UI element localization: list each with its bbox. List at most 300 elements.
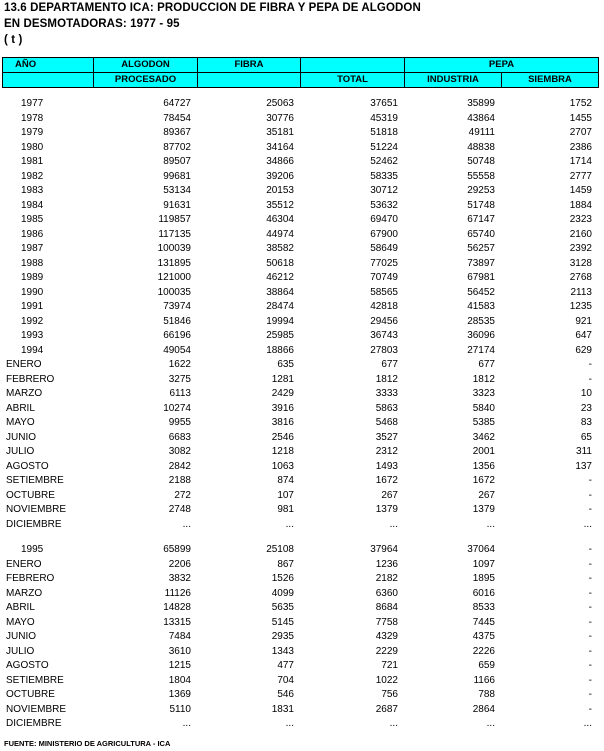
cell-siembra: 647 xyxy=(575,330,592,341)
cell-industria: 2001 xyxy=(472,446,495,457)
cell-industria: 4375 xyxy=(472,631,495,642)
cell-total: 37651 xyxy=(370,98,398,109)
cell-algodon: 89507 xyxy=(163,156,191,167)
table-row xyxy=(2,228,598,243)
cell-fibra: 477 xyxy=(277,660,294,671)
cell-fibra: 4099 xyxy=(271,587,294,599)
cell-fibra: 34164 xyxy=(266,141,294,153)
cell-industria: 6016 xyxy=(472,587,495,599)
cell-algodon: 2188 xyxy=(168,475,191,486)
cell-fibra: ... xyxy=(285,518,294,530)
cell-total: 1493 xyxy=(375,460,398,472)
cell-total: 1022 xyxy=(375,674,398,686)
cell-siembra: 1752 xyxy=(569,98,592,109)
cell-siembra: ... xyxy=(583,518,592,530)
cell-industria: 1379 xyxy=(472,504,495,515)
cell-total: 2229 xyxy=(375,645,398,657)
header-ano: AÑO xyxy=(3,58,94,73)
cell-algodon: 65899 xyxy=(163,544,191,555)
row-label: ABRIL xyxy=(6,602,35,613)
cell-fibra: 18866 xyxy=(266,344,294,356)
row-label: 1989 xyxy=(21,272,44,283)
cell-fibra: 1218 xyxy=(271,446,294,457)
cell-total: 37964 xyxy=(370,544,398,555)
cell-total: 677 xyxy=(381,359,398,370)
cell-total: 1672 xyxy=(375,475,398,486)
cell-industria: 43864 xyxy=(467,112,495,124)
cell-industria: 788 xyxy=(478,689,495,700)
table-row xyxy=(2,213,598,228)
cell-fibra: 2429 xyxy=(271,388,294,399)
cell-algodon: 9955 xyxy=(168,417,191,428)
cell-fibra: 28474 xyxy=(266,301,294,312)
table-title-line2: EN DESMOTADORAS: 1977 - 95 xyxy=(4,18,180,30)
cell-fibra: 635 xyxy=(277,359,294,370)
cell-total: 51224 xyxy=(370,141,398,153)
cell-algodon: 64727 xyxy=(163,98,191,109)
cell-fibra: 25108 xyxy=(266,544,294,555)
cell-fibra: 1831 xyxy=(271,703,294,715)
cell-industria: 267 xyxy=(478,489,495,501)
table-row xyxy=(2,184,598,199)
cell-siembra: - xyxy=(588,504,592,515)
cell-industria: 36096 xyxy=(467,330,495,341)
table-header xyxy=(2,57,599,88)
row-label: 1992 xyxy=(21,315,44,327)
header-procesado: PROCESADO xyxy=(94,73,198,88)
cell-total: 267 xyxy=(381,489,398,501)
cell-industria: 49111 xyxy=(468,127,495,138)
table-row xyxy=(2,170,598,185)
cell-fibra: 39206 xyxy=(266,170,294,182)
row-label: 1980 xyxy=(21,141,44,153)
table-row xyxy=(2,126,598,141)
cell-industria: 51748 xyxy=(467,199,495,211)
spacer-row xyxy=(2,532,598,543)
cell-siembra: 2707 xyxy=(569,127,592,138)
cell-fibra: 44974 xyxy=(266,228,294,240)
cell-siembra: 629 xyxy=(575,344,592,356)
cell-fibra: 867 xyxy=(277,558,294,570)
cell-algodon: 100039 xyxy=(157,243,191,254)
cell-siembra: - xyxy=(588,489,592,501)
cell-algodon: 3082 xyxy=(168,446,191,457)
cell-total: 2687 xyxy=(375,703,398,715)
cell-industria: 67147 xyxy=(467,214,495,225)
cell-algodon: 73974 xyxy=(163,301,191,312)
cell-total: 36743 xyxy=(370,330,398,341)
cell-algodon: 78454 xyxy=(163,112,191,124)
row-label: 1985 xyxy=(21,214,44,225)
table-row xyxy=(2,445,598,460)
cell-total: 5863 xyxy=(375,402,398,414)
row-label: 1993 xyxy=(21,330,44,341)
cell-fibra: 5145 xyxy=(271,616,294,628)
cell-fibra: 546 xyxy=(277,689,294,700)
cell-fibra: ... xyxy=(285,718,294,729)
row-label: JULIO xyxy=(6,446,35,457)
row-label: JUNIO xyxy=(6,431,36,443)
row-label: 1988 xyxy=(21,257,44,269)
cell-industria: ... xyxy=(486,518,495,530)
cell-algodon: 3610 xyxy=(168,645,191,657)
cell-total: 27803 xyxy=(370,344,398,356)
cell-fibra: 25985 xyxy=(266,330,294,341)
cell-total: 52462 xyxy=(370,156,398,167)
header-blank xyxy=(3,73,94,88)
cell-industria: 2864 xyxy=(472,703,495,715)
table-row xyxy=(2,155,598,170)
cell-siembra: - xyxy=(588,475,592,486)
table-row xyxy=(2,717,598,732)
cell-siembra: - xyxy=(588,616,592,628)
cell-algodon: 51846 xyxy=(163,315,191,327)
cell-siembra: 921 xyxy=(575,315,592,327)
cell-algodon: ... xyxy=(182,718,191,729)
cell-siembra: 3128 xyxy=(569,257,592,269)
table-row xyxy=(2,558,598,573)
cell-algodon: 119857 xyxy=(158,214,191,225)
cell-siembra: - xyxy=(588,558,592,570)
row-label: 1984 xyxy=(21,199,44,211)
cell-fibra: 30776 xyxy=(266,112,294,124)
cell-siembra: - xyxy=(588,674,592,686)
table-row xyxy=(2,587,598,602)
cell-industria: 41583 xyxy=(467,301,495,312)
table-row xyxy=(2,242,598,257)
cell-algodon: ... xyxy=(182,518,191,530)
cell-fibra: 35512 xyxy=(266,199,294,211)
cell-algodon: 11126 xyxy=(164,587,191,599)
cell-total: 30712 xyxy=(370,185,398,196)
cell-algodon: 121000 xyxy=(157,272,191,283)
cell-algodon: 99681 xyxy=(163,170,191,182)
cell-siembra: 2323 xyxy=(569,214,592,225)
cell-siembra: 1714 xyxy=(569,156,592,167)
cell-industria: 1812 xyxy=(472,373,495,385)
cell-fibra: 19994 xyxy=(266,315,294,327)
cell-total: 721 xyxy=(381,660,398,671)
cell-total: 4329 xyxy=(375,631,398,642)
cell-industria: 1672 xyxy=(472,475,495,486)
row-label: AGOSTO xyxy=(6,460,49,472)
cell-industria: ... xyxy=(486,718,495,729)
row-label: 1983 xyxy=(21,185,44,196)
cell-algodon: 89367 xyxy=(163,127,191,138)
cell-algodon: 1804 xyxy=(168,674,191,686)
row-label: 1979 xyxy=(21,127,44,138)
cell-siembra: - xyxy=(588,359,592,370)
cell-fibra: 704 xyxy=(277,674,294,686)
cell-algodon: 5110 xyxy=(169,703,191,715)
cell-siembra: 2768 xyxy=(569,272,592,283)
row-label: JULIO xyxy=(6,645,35,657)
cell-siembra: 2386 xyxy=(569,141,592,153)
table-row xyxy=(2,518,598,533)
cell-algodon: 3275 xyxy=(168,373,191,385)
table-row xyxy=(2,543,598,558)
cell-industria: 8533 xyxy=(472,602,495,613)
cell-algodon: 117135 xyxy=(158,228,191,240)
cell-algodon: 14828 xyxy=(163,602,191,613)
cell-siembra: 65 xyxy=(580,431,592,443)
cell-siembra: 10 xyxy=(580,388,592,399)
table-row xyxy=(2,659,598,674)
cell-total: 1236 xyxy=(375,558,398,570)
cell-total: 756 xyxy=(381,689,398,700)
cell-industria: 73897 xyxy=(467,257,495,269)
cell-industria: 29253 xyxy=(467,185,495,196)
cell-siembra: 2160 xyxy=(569,228,592,240)
cell-industria: 50748 xyxy=(467,156,495,167)
cell-algodon: 1369 xyxy=(168,689,191,700)
cell-siembra: 137 xyxy=(575,460,592,472)
row-label: 1994 xyxy=(21,344,44,356)
header-siembra: SIEMBRA xyxy=(502,73,599,88)
cell-industria: 48838 xyxy=(467,141,495,153)
cell-fibra: 50618 xyxy=(266,257,294,269)
cell-total: 3527 xyxy=(375,431,398,443)
cell-industria: 677 xyxy=(478,359,495,370)
table-row xyxy=(2,315,598,330)
cell-total: 8684 xyxy=(375,602,398,613)
cell-total: 7758 xyxy=(375,616,398,628)
row-label: NOVIEMBRE xyxy=(6,703,67,715)
row-label: SETIEMBRE xyxy=(6,674,64,686)
row-label: 1977 xyxy=(21,98,44,109)
cell-total: 67900 xyxy=(370,228,398,240)
row-label: 1991 xyxy=(21,301,44,312)
cell-fibra: 46212 xyxy=(266,272,294,283)
cell-fibra: 2546 xyxy=(271,431,294,443)
cell-siembra: - xyxy=(588,373,592,385)
cell-siembra: 1459 xyxy=(569,185,592,196)
cell-fibra: 46304 xyxy=(266,214,294,225)
table-row xyxy=(2,489,598,504)
cell-fibra: 1343 xyxy=(271,645,294,657)
table-row xyxy=(2,572,598,587)
cell-siembra: - xyxy=(588,703,592,715)
header-blank xyxy=(198,73,301,88)
cell-total: 69470 xyxy=(370,214,398,225)
table-row xyxy=(2,674,598,689)
row-label: NOVIEMBRE xyxy=(6,504,67,515)
row-label: AGOSTO xyxy=(6,660,49,671)
row-label: OCTUBRE xyxy=(6,689,55,700)
cell-siembra: 1455 xyxy=(569,112,592,124)
data-table xyxy=(2,97,598,732)
cell-industria: 5385 xyxy=(472,417,495,428)
cell-fibra: 107 xyxy=(277,489,294,501)
cell-industria: 1097 xyxy=(472,558,495,570)
cell-fibra: 874 xyxy=(277,475,294,486)
cell-algodon: 6113 xyxy=(169,388,191,399)
table-row xyxy=(2,431,598,446)
cell-industria: 1166 xyxy=(473,674,495,686)
cell-siembra: 2392 xyxy=(569,243,592,254)
cell-algodon: 91631 xyxy=(163,199,191,211)
cell-siembra: 311 xyxy=(576,446,592,457)
cell-algodon: 1622 xyxy=(168,359,191,370)
cell-industria: 37064 xyxy=(467,544,495,555)
table-row xyxy=(2,688,598,703)
row-label: JUNIO xyxy=(6,631,36,642)
cell-siembra: - xyxy=(588,602,592,613)
cell-total: 6360 xyxy=(375,587,398,599)
row-label: SETIEMBRE xyxy=(6,475,64,486)
row-label: ABRIL xyxy=(6,402,35,414)
cell-fibra: 20153 xyxy=(266,185,294,196)
header-total: TOTAL xyxy=(301,73,405,88)
cell-fibra: 35181 xyxy=(266,127,294,138)
cell-algodon: 100035 xyxy=(157,286,191,298)
cell-siembra: 2777 xyxy=(569,170,592,182)
cell-fibra: 1063 xyxy=(271,460,294,472)
row-label: FEBRERO xyxy=(6,573,55,584)
table-row xyxy=(2,329,598,344)
cell-fibra: 2935 xyxy=(271,631,294,642)
cell-industria: 67981 xyxy=(467,272,495,283)
cell-fibra: 981 xyxy=(277,504,294,515)
cell-total: 53632 xyxy=(370,199,398,211)
cell-siembra: - xyxy=(588,660,592,671)
table-row xyxy=(2,387,598,402)
cell-industria: 2226 xyxy=(472,645,495,657)
table-row xyxy=(2,373,598,388)
row-label: 1978 xyxy=(21,112,44,124)
cell-siembra: ... xyxy=(583,718,592,729)
cell-algodon: 49054 xyxy=(163,344,191,356)
cell-industria: 55558 xyxy=(467,170,495,182)
cell-fibra: 1281 xyxy=(271,373,294,385)
table-row xyxy=(2,344,598,359)
cell-algodon: 1215 xyxy=(168,660,191,671)
table-row xyxy=(2,630,598,645)
table-row xyxy=(2,358,598,373)
table-row xyxy=(2,703,598,718)
cell-siembra: - xyxy=(588,645,592,657)
cell-algodon: 53134 xyxy=(163,185,191,196)
cell-industria: 1895 xyxy=(472,573,495,584)
row-label: DICIEMBRE xyxy=(6,518,62,530)
cell-industria: 56257 xyxy=(467,243,495,254)
row-label: ENERO xyxy=(6,558,42,570)
row-label: OCTUBRE xyxy=(6,489,55,501)
cell-algodon: 13315 xyxy=(163,616,191,628)
cell-algodon: 66196 xyxy=(163,330,191,341)
table-row xyxy=(2,257,598,272)
cell-industria: 65740 xyxy=(467,228,495,240)
row-label: 1986 xyxy=(21,228,44,240)
header-pepa: PEPA xyxy=(405,58,599,73)
cell-total: 2182 xyxy=(375,573,398,584)
cell-siembra: 23 xyxy=(580,402,592,414)
source-footer: FUENTE: MINISTERIO DE AGRICULTURA - ICA xyxy=(4,739,171,748)
cell-algodon: 2206 xyxy=(168,558,191,570)
row-label: 1982 xyxy=(21,170,44,182)
cell-fibra: 3816 xyxy=(271,417,294,428)
row-label: DICIEMBRE xyxy=(6,718,62,729)
row-label: 1990 xyxy=(21,286,44,298)
table-row xyxy=(2,97,598,112)
table-row xyxy=(2,616,598,631)
cell-total: 1812 xyxy=(375,373,398,385)
cell-algodon: 272 xyxy=(174,489,191,501)
cell-total: 3333 xyxy=(375,388,398,399)
cell-algodon: 10274 xyxy=(163,402,191,414)
header-algodon: ALGODON xyxy=(94,58,198,73)
cell-industria: 28535 xyxy=(467,315,495,327)
cell-fibra: 5635 xyxy=(271,602,294,613)
cell-industria: 3323 xyxy=(472,388,495,399)
cell-total: ... xyxy=(389,718,398,729)
cell-algodon: 2842 xyxy=(168,460,191,472)
cell-algodon: 2748 xyxy=(168,504,191,515)
cell-industria: 27174 xyxy=(467,344,495,356)
table-row xyxy=(2,402,598,417)
row-label: ENERO xyxy=(6,359,42,370)
cell-total: 2312 xyxy=(375,446,398,457)
cell-fibra: 25063 xyxy=(266,98,294,109)
cell-industria: 5840 xyxy=(472,402,495,414)
cell-industria: 659 xyxy=(478,660,495,671)
header-industria: INDUSTRIA xyxy=(405,73,502,88)
cell-total: 58565 xyxy=(370,286,398,298)
table-row xyxy=(2,503,598,518)
row-label: MARZO xyxy=(6,388,43,399)
row-label: 1987 xyxy=(21,243,44,254)
table-title-line1: 13.6 DEPARTAMENTO ICA: PRODUCCION DE FIBRA Y PEPA DE ALGODON xyxy=(4,2,421,14)
cell-algodon: 87702 xyxy=(163,141,191,153)
row-label: 1995 xyxy=(21,544,44,555)
cell-total: 29456 xyxy=(370,315,398,327)
table-row xyxy=(2,286,598,301)
cell-siembra: - xyxy=(588,544,592,555)
cell-total: 5468 xyxy=(375,417,398,428)
cell-algodon: 7484 xyxy=(168,631,191,642)
table-row xyxy=(2,460,598,475)
row-label: MAYO xyxy=(6,417,35,428)
cell-industria: 7445 xyxy=(472,616,495,628)
cell-industria: 3462 xyxy=(472,431,495,443)
cell-total: 51818 xyxy=(370,127,398,138)
header-blank xyxy=(301,58,405,73)
cell-total: ... xyxy=(389,518,398,530)
cell-fibra: 34866 xyxy=(266,156,294,167)
row-label: 1981 xyxy=(21,156,44,167)
table-row xyxy=(2,199,598,214)
table-row xyxy=(2,645,598,660)
cell-siembra: - xyxy=(588,587,592,599)
cell-industria: 56452 xyxy=(467,286,495,298)
cell-siembra: - xyxy=(588,631,592,642)
table-row xyxy=(2,416,598,431)
row-label: MAYO xyxy=(6,616,35,628)
cell-siembra: - xyxy=(588,573,592,584)
cell-fibra: 38864 xyxy=(266,286,294,298)
cell-total: 42818 xyxy=(370,301,398,312)
row-label: FEBRERO xyxy=(6,373,55,385)
cell-fibra: 38582 xyxy=(266,243,294,254)
table-row xyxy=(2,112,598,127)
cell-total: 1379 xyxy=(375,504,398,515)
cell-total: 77025 xyxy=(370,257,398,269)
cell-total: 70749 xyxy=(370,272,398,283)
cell-total: 58649 xyxy=(370,243,398,254)
table-row xyxy=(2,141,598,156)
cell-industria: 1356 xyxy=(472,460,495,472)
cell-industria: 35899 xyxy=(467,98,495,109)
